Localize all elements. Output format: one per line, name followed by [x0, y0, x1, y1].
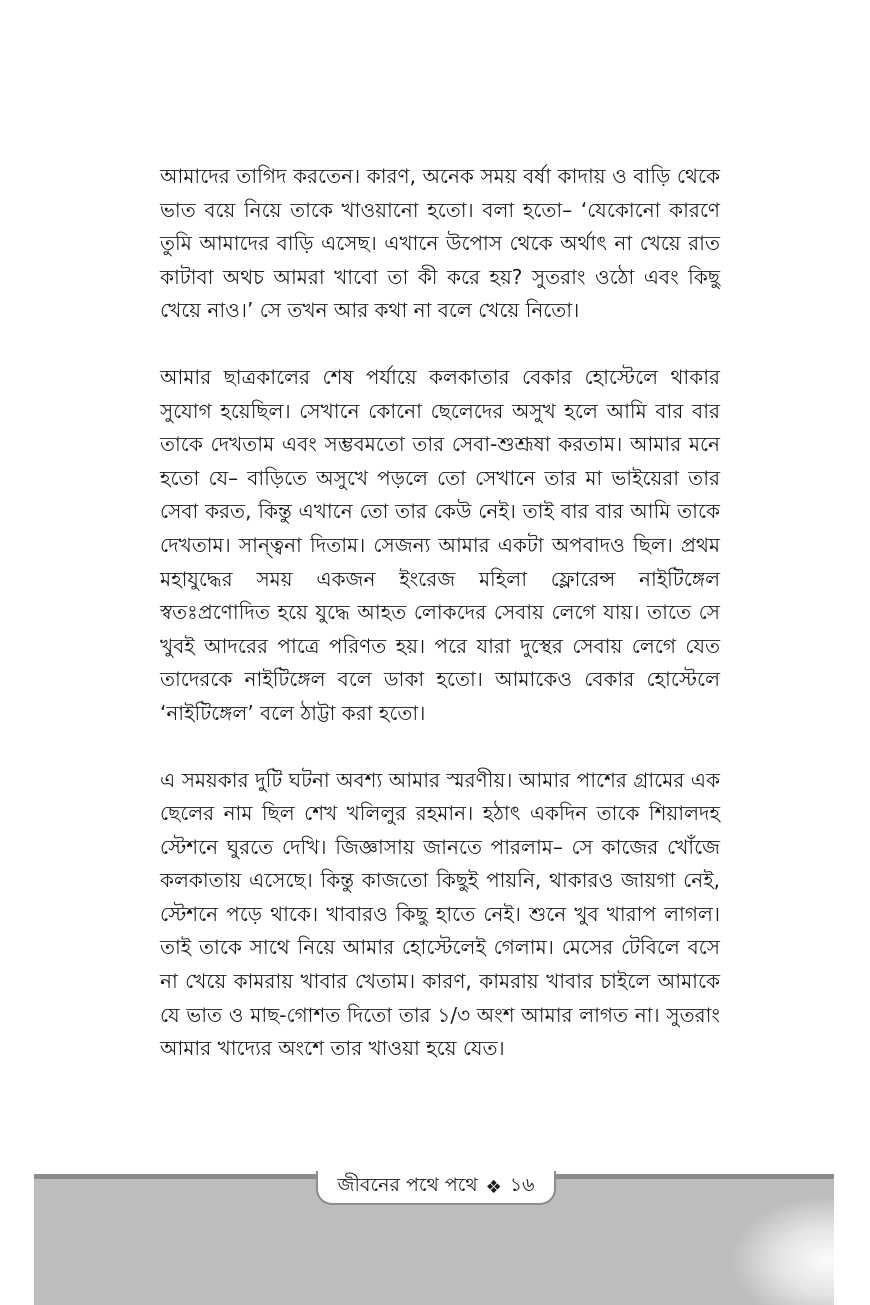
page-body	[160, 160, 720, 1099]
running-footer	[316, 1171, 556, 1205]
corner-glare	[730, 1195, 870, 1305]
paragraph-1: আমাদের তাগিদ করতেন। কারণ, অনেক সময় বর্ষা কাদায় ও বাড়ি থেকে ভাত বয়ে নিয়ে তাকে খাওয়ানো হতো। বলা হতো– ‘যেকোনো কারণে তুমি আমাদের বাড়ি এসেছ। এখানে উপোস থেকে অর্থাৎ না খেয়ে রাত কাটাবা অথচ আমরা খাবো তা কী করে হয়? সুতরাং ওঠো এবং কিছু খেয়ে নাও।’ সে তখন আর কথা না বলে খেয়ে নিতো।	[160, 164, 720, 323]
page-number: ১৬	[509, 1174, 535, 1196]
diamond-separator-icon: ❖	[485, 1176, 502, 1198]
paragraph-3: এ সময়কার দুটি ঘটনা অবশ্য আমার স্মরণীয়। আমার পাশের গ্রামের এক ছেলের নাম ছিল শেখ খলিলুর রহমান। হঠাৎ একদিন তাকে শিয়ালদহ স্টেশনে ঘুরতে দেখি। জিজ্ঞাসায় জানতে পারলাম– সে কাজের খোঁজে কলকাতায় এসেছে। কিন্তু কাজতো কিছুই পায়নি, থাকারও জায়গা নেই, স্টেশনে পড়ে থাকে। খাবারও কিছু হাতে নেই। শুনে খুব খারাপ লাগল। তাই তাকে সাথে নিয়ে আমার হোস্টেলেই গেলাম। মেসের টেবিলে বসে না খেয়ে কামরায় খাবার খেতাম। কারণ, কামরায় খাবার চাইলে আমাকে যে ভাত ও মাছ-গোশত দিতো তার ১/৩ অংশ আমার লাগত না। সুতরাং আমার খাদ্যের অংশে তার খাওয়া হয়ে যেত।	[160, 767, 720, 1061]
book-title: জীবনের পথে পথে	[337, 1174, 478, 1196]
paragraph-2: আমার ছাত্রকালের শেষ পর্যায়ে কলকাতার বেকার হোস্টেলে থাকার সুযোগ হয়েছিল। সেখানে কোনো ছেলেদের অসুখ হলে আমি বার বার তাকে দেখতাম এবং সম্ভবমতো তার সেবা-শুশ্রূষা করতাম। আমার মনে হতো যে– বাড়িতে অসুখে পড়লে তো সেখানে তার মা ভাইয়েরা তার সেবা করত, কিন্তু এখানে তো তার কেউ নেই। তাই বার বার আমি তাকে দেখতাম। সান্ত্বনা দিতাম। সেজন্য আমার একটা অপবাদও ছিল। প্রথম মহাযুদ্ধের সময় একজন ইংরেজ মহিলা ফ্লোরেন্স নাইটিঙ্গেল স্বতঃপ্রণোদিত হয়ে যুদ্ধে আহত লোকদের সেবায় লেগে যায়। তাতে সে খুবই আদরের পাত্রে পরিণত হয়। পরে যারা দুস্থের সেবায় লেগে যেত তাদেরকে নাইটিঙ্গেল বলে ডাকা হতো। আমাকেও বেকার হোস্টেলে ‘নাইটিঙ্গেল’ বলে ঠাট্টা করা হতো।	[160, 364, 720, 725]
